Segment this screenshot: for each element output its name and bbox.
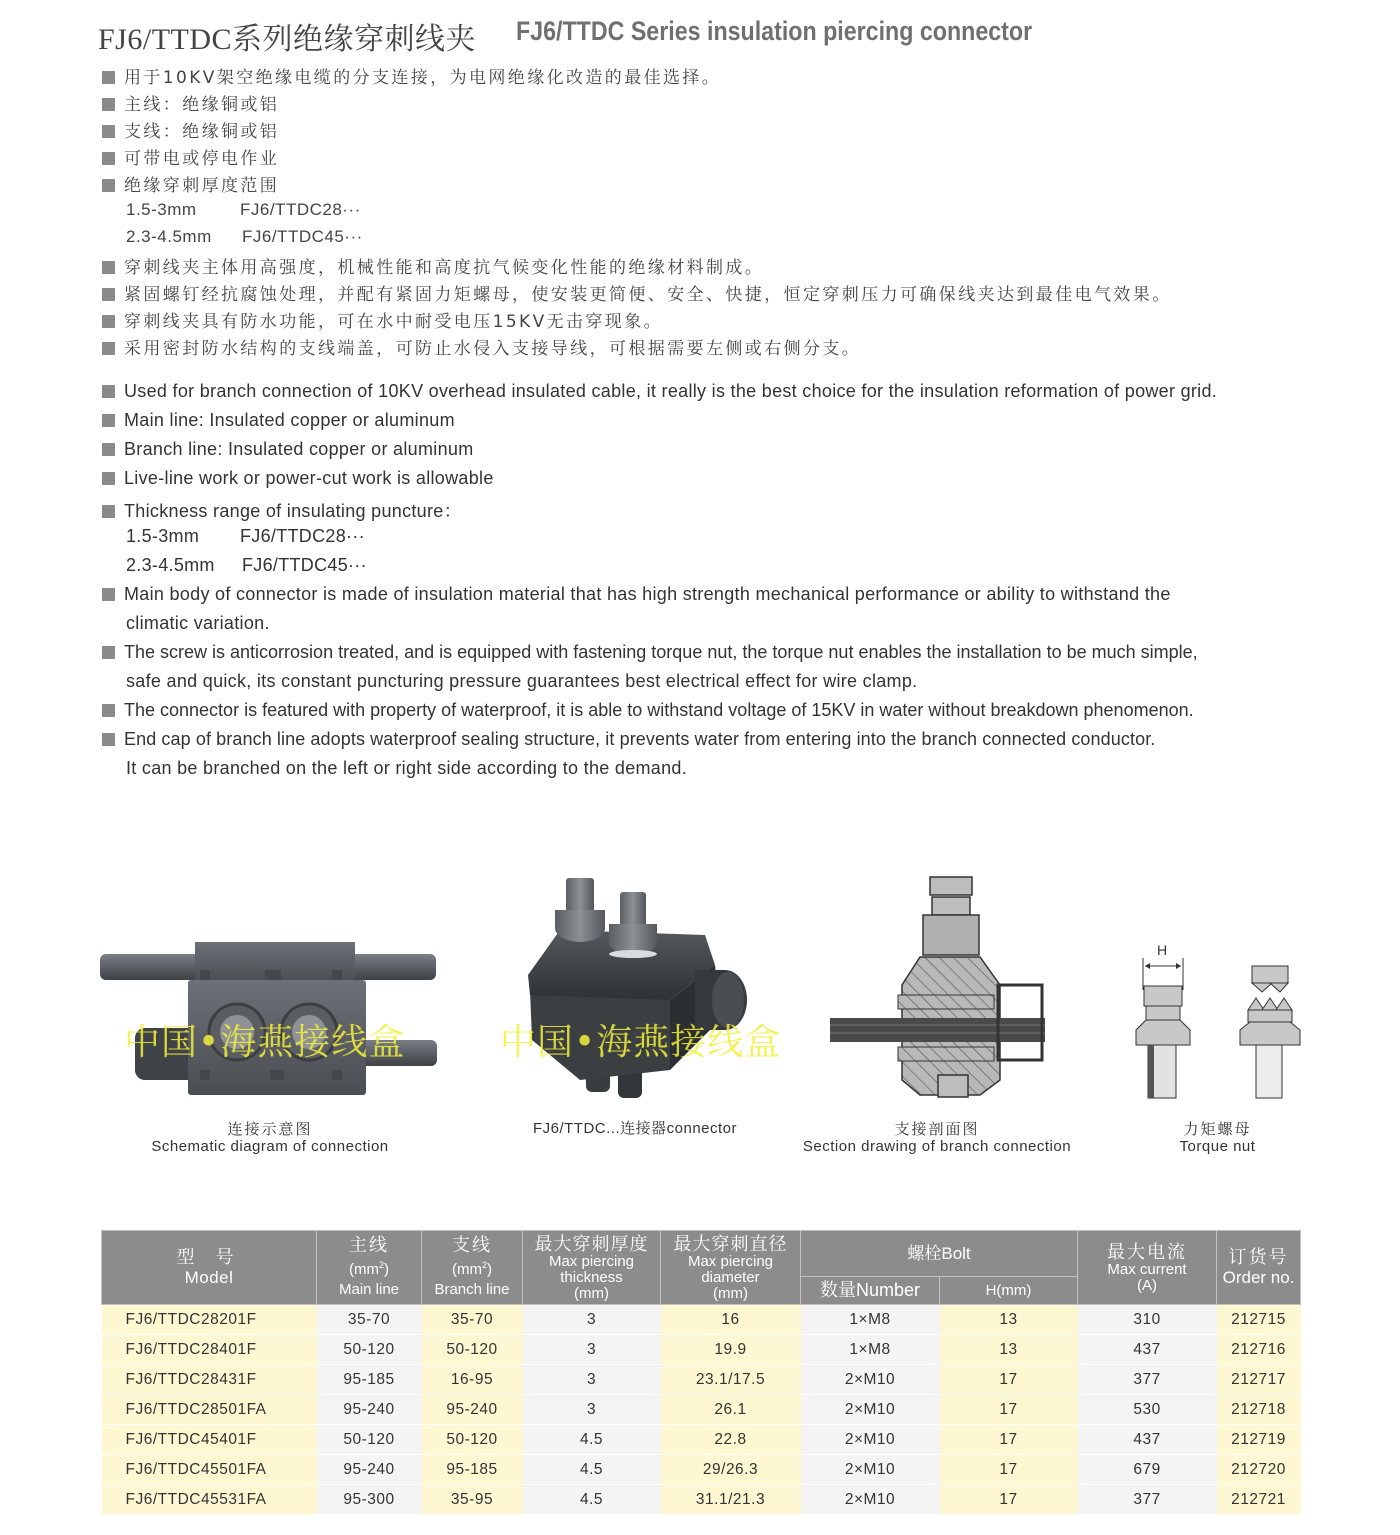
cell-max-current: 530 — [1078, 1395, 1217, 1425]
dimension-h-label: H — [1157, 942, 1168, 958]
bullet-square-icon — [102, 342, 115, 355]
col-header-bolt-h: H(mm) — [940, 1277, 1078, 1305]
feature-en-item: End cap of branch line adopts waterproof sealing structure, it prevents water from entering into the branch connected conductor. — [102, 729, 1155, 750]
cell-max-current: 310 — [1078, 1305, 1217, 1335]
cell-max-current: 437 — [1078, 1335, 1217, 1365]
col-header-max-current: 最大电流 Max current (A) — [1078, 1231, 1217, 1305]
cell-order-no: 212720 — [1217, 1455, 1301, 1485]
feature-en-item: Used for branch connection of 10KV overhead insulated cable, it really is the best choice for the insulation reformation of power grid. — [102, 381, 1217, 402]
feature-en-item: Thickness range of insulating puncture： — [102, 497, 462, 523]
section-drawing-figure — [828, 875, 1048, 1100]
connector-photo-figure — [520, 870, 760, 1110]
bullet-square-icon — [102, 472, 115, 485]
cell-model: FJ6/TTDC28401F — [102, 1335, 317, 1365]
thickness-cn-row: 2.3-4.5mm FJ6/TTDC45··· — [126, 227, 363, 246]
feature-cn-item: 可带电或停电作业 — [102, 144, 279, 169]
table-row — [102, 1455, 1301, 1485]
cell-branch-line: 35-95 — [422, 1485, 523, 1515]
col-header-main-line: 主线 $(mm^2)$ Main line — [317, 1231, 422, 1305]
bullet-square-icon — [102, 261, 115, 274]
cell-bolt-number: 2×M10 — [801, 1395, 940, 1425]
feature-cn-item: 穿刺线夹主体用高强度，机械性能和高度抗气候变化性能的绝缘材料制成。 — [102, 253, 764, 278]
cell-bolt-number: 2×M10 — [801, 1485, 940, 1515]
cell-bolt-number: 2×M10 — [801, 1365, 940, 1395]
watermark-text: 中国•海燕接线盒 — [500, 1022, 782, 1063]
table-row — [102, 1485, 1301, 1515]
thickness-en-row: 1.5-3mm FJ6/TTDC28··· — [126, 526, 365, 546]
bullet-square-icon — [102, 505, 115, 518]
feature-cn-item: 穿刺线夹具有防水功能，可在水中耐受电压15KV无击穿现象。 — [102, 307, 663, 332]
cell-bolt-h: 17 — [940, 1425, 1078, 1455]
cell-order-no: 212715 — [1217, 1305, 1301, 1335]
connector-product-icon — [520, 870, 760, 1110]
cell-max-current: 679 — [1078, 1455, 1217, 1485]
feature-en-continuation: climatic variation. — [126, 613, 270, 633]
cell-max-thickness: 4.5 — [523, 1485, 661, 1515]
torque-nut-icon — [1128, 940, 1318, 1100]
feature-en-item: Main body of connector is made of insulation material that has high strength mechanical performance or ability to withstand the — [102, 584, 1171, 605]
feature-en-continuation: It can be branched on the left or right side according to the demand. — [126, 758, 688, 778]
bullet-square-icon — [102, 98, 115, 111]
feature-en-item: Branch line: Insulated copper or aluminum — [102, 439, 473, 460]
cell-bolt-number: 1×M8 — [801, 1305, 940, 1335]
cell-main-line: 95-240 — [317, 1395, 422, 1425]
cell-bolt-h: 17 — [940, 1365, 1078, 1395]
cell-order-no: 212721 — [1217, 1485, 1301, 1515]
figure-caption: 力矩螺母 Torque nut — [1179, 1120, 1256, 1155]
table-row — [102, 1395, 1301, 1425]
cell-bolt-number: 2×M10 — [801, 1455, 940, 1485]
watermark-text: 中国•海燕接线盒 — [124, 1022, 406, 1063]
cell-max-diameter: 23.1/17.5 — [661, 1365, 801, 1395]
cell-max-thickness: 3 — [523, 1395, 661, 1425]
thickness-cn-row: 1.5-3mm FJ6/TTDC28··· — [126, 200, 361, 219]
cell-bolt-h: 17 — [940, 1485, 1078, 1515]
cell-main-line: 95-300 — [317, 1485, 422, 1515]
cell-model: FJ6/TTDC28501FA — [102, 1395, 317, 1425]
col-header-bolt: 螺栓Bolt — [801, 1231, 1078, 1277]
cell-order-no: 212719 — [1217, 1425, 1301, 1455]
bullet-square-icon — [102, 179, 115, 192]
figure-caption: FJ6/TTDC...连接器connector — [532, 1120, 738, 1137]
bullet-square-icon — [102, 152, 115, 165]
cell-max-diameter: 26.1 — [661, 1395, 801, 1425]
feature-cn-item: 采用密封防水结构的支线端盖，可防止水侵入支接导线，可根据需要左侧或右侧分支。 — [102, 334, 861, 359]
cell-max-diameter: 16 — [661, 1305, 801, 1335]
bullet-square-icon — [102, 704, 115, 717]
feature-cn-item: 绝缘穿刺厚度范围 — [102, 171, 279, 196]
col-header-max-thickness: 最大穿刺厚度 Max piercing thickness (mm) — [523, 1231, 661, 1305]
cell-max-current: 437 — [1078, 1425, 1217, 1455]
cell-main-line: 95-240 — [317, 1455, 422, 1485]
feature-cn-item: 紧固螺钉经抗腐蚀处理，并配有紧固力矩螺母，使安装更简便、安全、快捷，恒定穿刺压力可确保线夹达到最佳电气效果。 — [102, 280, 1172, 305]
cell-branch-line: 35-70 — [422, 1305, 523, 1335]
cell-max-diameter: 29/26.3 — [661, 1455, 801, 1485]
cell-max-diameter: 22.8 — [661, 1425, 801, 1455]
cell-bolt-h: 13 — [940, 1305, 1078, 1335]
feature-en-item: Main line: Insulated copper or aluminum — [102, 410, 455, 431]
col-header-branch-line: 支线 $(mm^2)$ Branch line — [422, 1231, 523, 1305]
cell-branch-line: 16-95 — [422, 1365, 523, 1395]
bullet-square-icon — [102, 414, 115, 427]
bullet-square-icon — [102, 588, 115, 601]
cell-model: FJ6/TTDC28201F — [102, 1305, 317, 1335]
cell-bolt-number: 2×M10 — [801, 1425, 940, 1455]
thickness-en-row: 2.3-4.5mm FJ6/TTDC45··· — [126, 555, 367, 575]
cell-max-thickness: 3 — [523, 1305, 661, 1335]
cell-main-line: 35-70 — [317, 1305, 422, 1335]
bullet-square-icon — [102, 315, 115, 328]
bullet-square-icon — [102, 733, 115, 746]
cell-max-thickness: 3 — [523, 1335, 661, 1365]
cell-main-line: 50-120 — [317, 1335, 422, 1365]
cell-model: FJ6/TTDC45531FA — [102, 1485, 317, 1515]
col-header-model: 型 号 Model — [102, 1231, 317, 1305]
bullet-square-icon — [102, 125, 115, 138]
col-header-max-diameter: 最大穿刺直径 Max piercing diameter (mm) — [661, 1231, 801, 1305]
page-title-cn: FJ6/TTDC系列绝缘穿刺线夹 — [98, 23, 477, 56]
bullet-square-icon — [102, 385, 115, 398]
cell-max-thickness: 4.5 — [523, 1425, 661, 1455]
page-title-en: FJ6/TTDC Series insulation piercing connector — [516, 16, 1033, 46]
cell-main-line: 50-120 — [317, 1425, 422, 1455]
cell-max-current: 377 — [1078, 1365, 1217, 1395]
bullet-square-icon — [102, 288, 115, 301]
bullet-square-icon — [102, 443, 115, 456]
cell-max-diameter: 31.1/21.3 — [661, 1485, 801, 1515]
feature-en-item: The connector is featured with property of waterproof, it is able to withstand voltage of 15KV in water without breakdown phenomenon. — [102, 700, 1194, 721]
cell-bolt-h: 17 — [940, 1455, 1078, 1485]
figure-caption: 支接剖面图 Section drawing of branch connection — [802, 1120, 1072, 1155]
feature-cn-item: 主线：绝缘铜或铝 — [102, 90, 279, 115]
cell-max-thickness: 3 — [523, 1365, 661, 1395]
feature-en-item: The screw is anticorrosion treated, and is equipped with fastening torque nut, the torque nut enables the installation to be much simple, — [102, 642, 1198, 663]
cell-main-line: 95-185 — [317, 1365, 422, 1395]
feature-en-item: Live-line work or power-cut work is allowable — [102, 468, 494, 489]
cell-branch-line: 95-240 — [422, 1395, 523, 1425]
cell-bolt-h: 13 — [940, 1335, 1078, 1365]
cell-order-no: 212718 — [1217, 1395, 1301, 1425]
cell-branch-line: 95-185 — [422, 1455, 523, 1485]
cell-model: FJ6/TTDC28431F — [102, 1365, 317, 1395]
cell-branch-line: 50-120 — [422, 1425, 523, 1455]
cell-model: FJ6/TTDC45501FA — [102, 1455, 317, 1485]
table-row — [102, 1335, 1301, 1365]
figure-caption: 连接示意图 Schematic diagram of connection — [151, 1120, 389, 1155]
specifications-table — [101, 1230, 1301, 1515]
cell-max-thickness: 4.5 — [523, 1455, 661, 1485]
feature-cn-item: 用于10KV架空绝缘电缆的分支连接，为电网绝缘化改造的最佳选择。 — [102, 63, 721, 88]
cell-bolt-number: 1×M8 — [801, 1335, 940, 1365]
bullet-square-icon — [102, 646, 115, 659]
cell-bolt-h: 17 — [940, 1395, 1078, 1425]
table-row — [102, 1365, 1301, 1395]
cell-max-diameter: 19.9 — [661, 1335, 801, 1365]
cell-order-no: 212716 — [1217, 1335, 1301, 1365]
bullet-square-icon — [102, 71, 115, 84]
torque-nut-figure — [1128, 940, 1318, 1100]
table-row — [102, 1305, 1301, 1335]
section-drawing-icon — [828, 875, 1048, 1100]
col-header-order-no: 订货号 Order no. — [1217, 1231, 1301, 1305]
cell-model: FJ6/TTDC45401F — [102, 1425, 317, 1455]
feature-en-continuation: safe and quick, its constant puncturing pressure guarantees best electrical effect for wire clamp. — [126, 671, 918, 691]
cell-branch-line: 50-120 — [422, 1335, 523, 1365]
col-header-bolt-number: 数量Number — [801, 1277, 940, 1305]
cell-max-current: 377 — [1078, 1485, 1217, 1515]
cell-order-no: 212717 — [1217, 1365, 1301, 1395]
table-row — [102, 1425, 1301, 1455]
feature-cn-item: 支线：绝缘铜或铝 — [102, 117, 279, 142]
